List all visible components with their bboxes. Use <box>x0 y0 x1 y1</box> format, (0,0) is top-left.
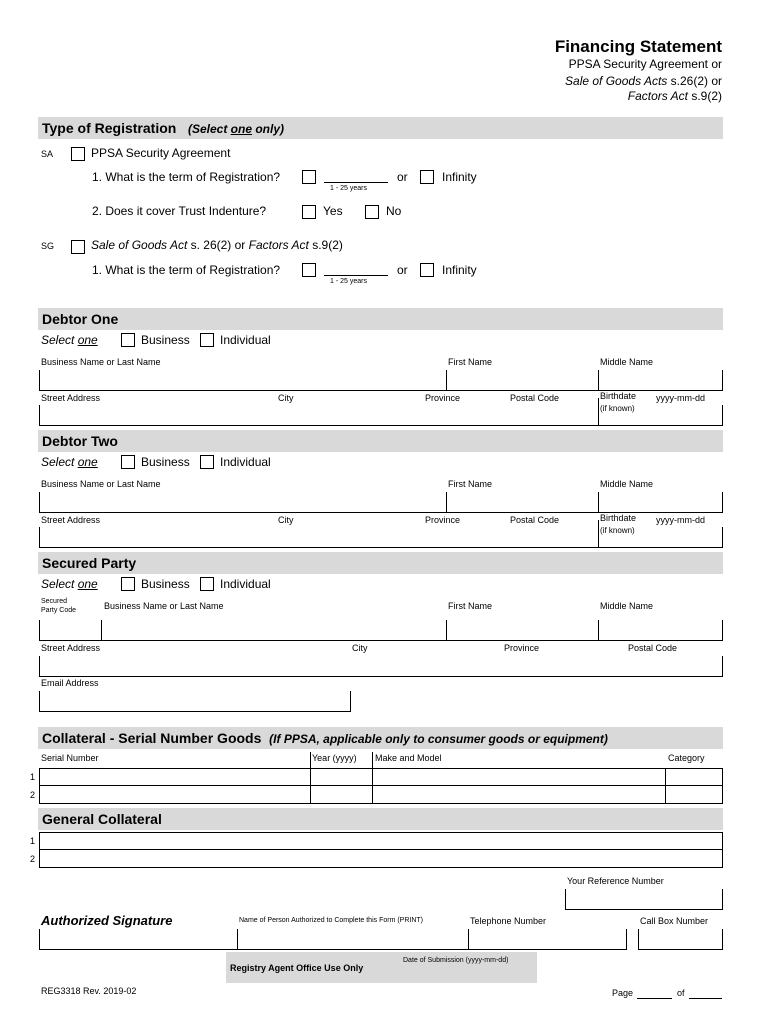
debtor-two-middle-divider <box>598 492 599 512</box>
sg-infinity-label: Infinity <box>442 263 477 277</box>
telephone-label: Telephone Number <box>470 916 547 926</box>
serial-col-serial: Serial Number <box>41 753 99 763</box>
page-total-line[interactable] <box>689 998 722 999</box>
sg-term-line[interactable] <box>324 275 388 276</box>
sa-infinity-checkbox[interactable] <box>420 170 434 184</box>
debtor-one-dateformat-label: yyyy-mm-dd <box>656 393 705 403</box>
debtor-one-postal-label: Postal Code <box>510 393 560 403</box>
secured-code-label-2: Party Code <box>41 607 77 614</box>
debtor-two-first-divider <box>446 492 447 512</box>
secured-code-divider <box>101 620 102 640</box>
sg-code: SG <box>41 241 55 251</box>
debtor-two-dateformat-label: yyyy-mm-dd <box>656 515 705 525</box>
secured-firstname-label: First Name <box>448 601 493 611</box>
debtor-two-addr-left <box>39 527 40 547</box>
debtor-one-middlename-label: Middle Name <box>600 357 654 367</box>
sg-term-range: 1 - 25 years <box>330 278 367 285</box>
office-use-label: Registry Agent Office Use Only <box>230 963 364 973</box>
debtor-one-birthdate-label: Birthdate <box>600 391 637 401</box>
debtor-one-province-label: Province <box>425 393 461 403</box>
serial-col-year: Year (yyyy) <box>312 753 357 763</box>
trust-no-label: No <box>386 204 402 218</box>
debtor-one-business-label: Business <box>141 333 190 347</box>
authorized-signature-label: Authorized Signature <box>41 913 173 928</box>
page-number-line[interactable] <box>637 998 672 999</box>
debtor-two-business-checkbox[interactable] <box>121 455 135 469</box>
secured-addr-line[interactable] <box>39 676 723 677</box>
debtor-one-select: Select one <box>41 333 98 347</box>
trust-no-checkbox[interactable] <box>365 205 379 219</box>
secured-business-label: Business <box>141 577 190 591</box>
debtor-two-province-label: Province <box>425 515 461 525</box>
debtor-two-bizname-label: Business Name or Last Name <box>41 479 161 489</box>
debtor-one-bizname-label: Business Name or Last Name <box>41 357 161 367</box>
secured-email-label: Email Address <box>41 678 99 688</box>
sa-term-or: or <box>397 170 408 184</box>
trust-yes-label: Yes <box>323 204 343 218</box>
secured-email-line[interactable] <box>39 711 351 712</box>
secured-code-label-1: Secured <box>41 598 68 605</box>
sa-checkbox[interactable] <box>71 147 85 161</box>
debtor-one-birth-divider <box>598 398 599 425</box>
serial-row-1-number: 1 <box>30 772 36 782</box>
secured-individual-label: Individual <box>220 577 271 591</box>
secured-province-label: Province <box>504 643 540 653</box>
debtor-two-firstname-label: First Name <box>448 479 493 489</box>
sa-label: PPSA Security Agreement <box>91 146 231 160</box>
auth-name-divider <box>237 929 238 949</box>
serial-goods-heading <box>38 727 723 749</box>
subtitle-factors-section: s.9(2) <box>687 89 722 103</box>
secured-name-line[interactable] <box>39 640 723 641</box>
reference-line[interactable] <box>565 909 723 910</box>
debtor-two-city-label: City <box>278 515 294 525</box>
secured-middle-divider <box>598 620 599 640</box>
debtor-one-individual-label: Individual <box>220 333 271 347</box>
signature-line[interactable] <box>39 949 627 950</box>
general-row-divider <box>39 849 723 850</box>
debtor-two-name-right <box>722 492 723 512</box>
secured-business-checkbox[interactable] <box>121 577 135 591</box>
debtor-one-street-label: Street Address <box>41 393 101 403</box>
telephone-divider <box>468 929 469 949</box>
general-collateral-heading: General Collateral <box>38 808 723 830</box>
debtor-one-name-right <box>722 370 723 390</box>
debtor-two-individual-label: Individual <box>220 455 271 469</box>
sg-term-checkbox[interactable] <box>302 263 316 277</box>
debtor-one-addr-left <box>39 405 40 425</box>
date-submission-label: Date of Submission (yyyy-mm-dd) <box>403 957 509 964</box>
debtor-one-individual-checkbox[interactable] <box>200 333 214 347</box>
debtor-one-addr-line[interactable] <box>39 425 723 426</box>
general-row-1-number: 1 <box>30 836 36 846</box>
debtor-two-individual-checkbox[interactable] <box>200 455 214 469</box>
form-subtitle-line2 <box>565 74 722 88</box>
secured-email-left <box>39 691 40 711</box>
trust-yes-checkbox[interactable] <box>302 205 316 219</box>
serial-make-divider <box>372 752 373 804</box>
sa-term-line[interactable] <box>324 182 388 183</box>
serial-year-divider <box>310 752 311 804</box>
secured-city-label: City <box>352 643 368 653</box>
subtitle-act-name: Sale of Goods Acts <box>565 74 668 88</box>
serial-col-category: Category <box>668 753 705 763</box>
subtitle-act-section: s.26(2) or <box>667 74 722 88</box>
debtor-two-postal-label: Postal Code <box>510 515 560 525</box>
debtor-two-ifknown-label: (if known) <box>600 526 635 535</box>
debtor-one-firstname-label: First Name <box>448 357 493 367</box>
authorized-name-label: Name of Person Authorized to Complete this Form (PRINT) <box>239 917 424 924</box>
secured-name-left <box>39 620 40 640</box>
debtor-two-addr-right <box>722 527 723 547</box>
type-registration-note: (Select one only) <box>187 122 285 136</box>
form-title: Financing Statement <box>554 37 722 56</box>
secured-select: Select one <box>41 577 98 591</box>
debtor-one-ifknown-label: (if known) <box>600 404 635 413</box>
page-label: Page <box>612 988 634 998</box>
debtor-one-middle-divider <box>598 370 599 390</box>
secured-bizname-label: Business Name or Last Name <box>104 601 224 611</box>
sa-term-checkbox[interactable] <box>302 170 316 184</box>
serial-table[interactable] <box>39 768 723 804</box>
sg-term-question: 1. What is the term of Registration? <box>92 263 281 277</box>
sa-infinity-label: Infinity <box>442 170 477 184</box>
sa-term-question: 1. What is the term of Registration? <box>92 170 281 184</box>
secured-middlename-label: Middle Name <box>600 601 654 611</box>
sa-code: SA <box>41 149 54 159</box>
reference-left <box>565 889 566 909</box>
callbox-left <box>638 929 639 949</box>
type-registration-heading <box>38 117 723 139</box>
general-collateral-table[interactable] <box>39 832 723 868</box>
sg-checkbox[interactable] <box>71 240 85 254</box>
serial-row-2-number: 2 <box>30 790 36 800</box>
sg-label: Sale of Goods Act s. 26(2) or Factors Act s.9(2) <box>91 238 343 252</box>
telephone-right <box>626 929 627 949</box>
subtitle-factors-act: Factors Act <box>627 89 688 103</box>
callbox-right <box>722 929 723 949</box>
debtor-one-first-divider <box>446 370 447 390</box>
call-box-label: Call Box Number <box>640 916 709 926</box>
callbox-line[interactable] <box>638 949 723 950</box>
serial-category-divider <box>665 768 666 804</box>
secured-name-right <box>722 620 723 640</box>
form-number: REG3318 Rev. 2019-02 <box>41 986 137 996</box>
sg-term-or: or <box>397 263 408 277</box>
serial-goods-note: (If PPSA, applicable only to consumer goods or equipment) <box>269 732 608 746</box>
secured-addr-left <box>39 656 40 676</box>
serial-row-divider <box>39 785 723 786</box>
serial-goods-title: Collateral - Serial Number Goods <box>42 730 262 746</box>
type-registration-title: Type of Registration <box>42 120 177 136</box>
debtor-one-city-label: City <box>278 393 294 403</box>
secured-street-label: Street Address <box>41 643 101 653</box>
reference-right <box>722 889 723 909</box>
secured-addr-right <box>722 656 723 676</box>
serial-col-make: Make and Model <box>375 753 442 763</box>
debtor-one-addr-right <box>722 405 723 425</box>
trust-indenture-question: 2. Does it cover Trust Indenture? <box>92 204 267 218</box>
debtor-two-select: Select one <box>41 455 98 469</box>
secured-email-right <box>350 691 351 711</box>
general-row-2-number: 2 <box>30 854 36 864</box>
sg-infinity-checkbox[interactable] <box>420 263 434 277</box>
debtor-two-heading: Debtor Two <box>38 430 723 452</box>
debtor-two-business-label: Business <box>141 455 190 469</box>
secured-postal-label: Postal Code <box>628 643 678 653</box>
debtor-one-business-checkbox[interactable] <box>121 333 135 347</box>
debtor-two-addr-line[interactable] <box>39 547 723 548</box>
page-of-label: of <box>677 988 685 998</box>
sa-term-range: 1 - 25 years <box>330 185 367 192</box>
signature-left <box>39 929 40 949</box>
debtor-two-street-label: Street Address <box>41 515 101 525</box>
debtor-two-middlename-label: Middle Name <box>600 479 654 489</box>
debtor-one-heading: Debtor One <box>38 308 723 330</box>
debtor-two-birth-divider <box>598 520 599 547</box>
secured-first-divider <box>446 620 447 640</box>
debtor-two-birthdate-label: Birthdate <box>600 513 637 523</box>
form-subtitle-line3 <box>628 89 722 103</box>
debtor-two-name-left <box>39 492 40 512</box>
debtor-one-name-left <box>39 370 40 390</box>
form-subtitle-line1: PPSA Security Agreement or <box>568 57 722 71</box>
secured-individual-checkbox[interactable] <box>200 577 214 591</box>
secured-party-heading: Secured Party <box>38 552 723 574</box>
your-reference-label: Your Reference Number <box>567 876 664 886</box>
